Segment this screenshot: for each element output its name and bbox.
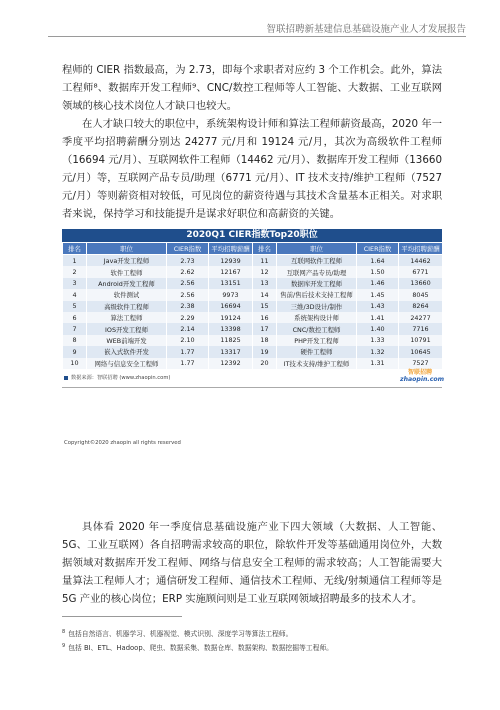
rank-cell: 19 [253, 346, 277, 357]
rank-cell: 8 [63, 335, 87, 346]
position-cell: WEB前端开发 [87, 335, 167, 346]
position-cell: IT技术支持/维护工程师 [277, 358, 357, 369]
salary-cell: 12939 [209, 255, 253, 267]
header-cier: CIER指数 [357, 243, 399, 255]
salary-cell: 9973 [209, 289, 253, 300]
position-cell: Java开发工程师 [87, 255, 167, 267]
cier-cell: 2.38 [167, 301, 209, 312]
header-position: 职位 [87, 243, 167, 255]
rank-cell: 16 [253, 312, 277, 323]
cier-top20-table [62, 242, 443, 369]
cier-cell: 1.46 [357, 278, 399, 289]
position-cell: 高级软件工程师 [87, 301, 167, 312]
rank-cell: 3 [63, 278, 87, 289]
footnote-text: 包括自然语言、机器学习、机器视觉、模式识别、深度学习等算法工程师。 [68, 630, 293, 638]
footnote-mark: 8 [62, 628, 66, 635]
footnote-item [62, 642, 333, 652]
rank-cell: 15 [253, 301, 277, 312]
rank-cell: 2 [63, 266, 87, 277]
rank-cell: 18 [253, 335, 277, 346]
salary-cell: 8045 [399, 289, 443, 300]
salary-cell: 13317 [209, 346, 253, 357]
header-title: 智联招聘新基建信息基础设施产业人才发展报告 [266, 24, 466, 35]
source-marker-icon [64, 376, 68, 380]
salary-cell: 13660 [399, 278, 443, 289]
rank-cell: 20 [253, 358, 277, 369]
salary-cell: 11825 [209, 335, 253, 346]
cier-cell: 1.40 [357, 323, 399, 334]
header-salary: 平均招聘薪酬 [399, 243, 443, 255]
rank-cell: 4 [63, 289, 87, 300]
rank-cell: 1 [63, 255, 87, 267]
cier-cell: 1.33 [357, 335, 399, 346]
salary-cell: 10791 [399, 335, 443, 346]
cier-cell: 2.14 [167, 323, 209, 334]
rank-cell: 17 [253, 323, 277, 334]
header-salary: 平均招聘薪酬 [209, 243, 253, 255]
rank-cell: 9 [63, 346, 87, 357]
salary-cell: 13151 [209, 278, 253, 289]
footnote-divider [62, 616, 182, 617]
position-cell: 软件测试 [87, 289, 167, 300]
table-row [63, 289, 443, 300]
cier-cell: 1.77 [167, 346, 209, 357]
table-footer [62, 368, 445, 388]
salary-cell: 6771 [399, 266, 443, 277]
table-row [63, 266, 443, 277]
table-row [63, 312, 443, 323]
table-header-row [63, 243, 443, 255]
cier-cell: 2.56 [167, 289, 209, 300]
rank-cell: 11 [253, 255, 277, 267]
logo-cn-text: 智联招聘 [407, 368, 432, 376]
rank-cell: 7 [63, 323, 87, 334]
salary-cell: 14462 [399, 255, 443, 267]
rank-cell: 6 [63, 312, 87, 323]
header-divider [48, 36, 466, 37]
salary-cell: 7716 [399, 323, 443, 334]
cier-cell: 2.29 [167, 312, 209, 323]
position-cell: CNC/数控工程师 [277, 323, 357, 334]
cier-cell: 2.73 [167, 255, 209, 267]
cier-top20-table-figure [62, 229, 445, 388]
cier-cell: 2.10 [167, 335, 209, 346]
salary-cell: 19124 [209, 312, 253, 323]
salary-cell: 10645 [399, 346, 443, 357]
salary-cell: 12392 [209, 358, 253, 369]
table-row [63, 335, 443, 346]
table-row [63, 358, 443, 369]
table-row [63, 346, 443, 357]
footnote-mark: 9 [62, 642, 66, 649]
paragraph-2: 在人才缺口较大的职位中，系统架构设计师和算法工程师薪资最高，2020 年一季度平均招聘薪酬分别达 24277 元/月和 19124 元/月，其次为高级软件工程师（16694 元/月）、互联网软件工程师（14462 元/月）、数据库开发工程师（13660 元/月）等，互联网产品专员/助理（6771 元/月）、IT 技术支持/维护工程师（7527 元/月）等则薪资相对较低，可见岗位的薪资待遇与其技术含量基本正相关。对求职者来说，保持学习和技能提升是谋求好职位和高薪资的关键。 [62, 118, 442, 220]
cier-cell: 1.32 [357, 346, 399, 357]
cier-cell: 2.62 [167, 266, 209, 277]
header-cier: CIER指数 [167, 243, 209, 255]
cier-cell: 2.56 [167, 278, 209, 289]
cier-cell: 1.50 [357, 266, 399, 277]
rank-cell: 10 [63, 358, 87, 369]
position-cell: IOS开发工程师 [87, 323, 167, 334]
salary-cell: 16694 [209, 301, 253, 312]
position-cell: 算法工程师 [87, 312, 167, 323]
salary-cell: 8264 [399, 301, 443, 312]
cier-cell: 1.43 [357, 301, 399, 312]
table-title: 2020Q1 CIER指数Top20职位 [62, 229, 442, 242]
position-cell: 软件工程师 [87, 266, 167, 277]
salary-cell: 13398 [209, 323, 253, 334]
zhaopin-logo [400, 368, 445, 385]
footnote-text: 包括 BI、ETL、Hadoop、爬虫、数据采集、数据仓库、数据架构、数据挖掘等工程师。 [68, 644, 333, 652]
position-cell: 售前/售后技术支持工程师 [277, 289, 357, 300]
table-source: 数据来源：智联招聘 (www.zhaopin.com) [71, 374, 171, 381]
position-cell: Android开发工程师 [87, 278, 167, 289]
table-row [63, 301, 443, 312]
cier-cell: 1.31 [357, 358, 399, 369]
copyright-text: Copyright©2020 zhaopin all rights reserved [64, 440, 181, 446]
table-row [63, 255, 443, 267]
cier-cell: 1.41 [357, 312, 399, 323]
position-cell: 数据库开发工程师 [277, 278, 357, 289]
salary-cell: 12167 [209, 266, 253, 277]
position-cell: 系统架构设计师 [277, 312, 357, 323]
rank-cell: 12 [253, 266, 277, 277]
table-row [63, 323, 443, 334]
salary-cell: 24277 [399, 312, 443, 323]
position-cell: 互联网软件工程师 [277, 255, 357, 267]
position-cell: 硬件工程师 [277, 346, 357, 357]
position-cell: 互联网产品专员/助理 [277, 266, 357, 277]
position-cell: PHP开发工程师 [277, 335, 357, 346]
rank-cell: 5 [63, 301, 87, 312]
position-cell: 网络与信息安全工程师 [87, 358, 167, 369]
paragraph-1: 程师的 CIER 指数最高，为 2.73，即每个求职者对应约 3 个工作机会。此外，算法工程师⁸、数据库开发工程师⁹、CNC/数控工程师等人工智能、大数据、工业互联网领域的核心技术岗位人才缺口也较大。 [62, 64, 442, 112]
header-rank: 排名 [63, 243, 87, 255]
cier-cell: 1.64 [357, 255, 399, 267]
cier-cell: 1.77 [167, 358, 209, 369]
table-row [63, 278, 443, 289]
logo-en-text: zhaopin.com [400, 375, 445, 383]
header-rank: 排名 [253, 243, 277, 255]
position-cell: 嵌入式软件开发 [87, 346, 167, 357]
cier-cell: 1.45 [357, 289, 399, 300]
position-cell: 三维/3D设计/制作 [277, 301, 357, 312]
paragraph-3: 具体看 2020 年一季度信息基础设施产业下四大领域（大数据、人工智能、5G、工业互联网）各自招聘需求较高的职位，除软件开发等基础通用岗位外，大数据领域对数据库开发工程师、网络与信息安全工程师的需求较高；人工智能需要大量算法工程师人才；通信研发工程师、通信技术工程师、无线/射频通信工程师等是 5G 产业的核心岗位；ERP 实施顾问则是工业互联网领域招聘最多的技术人才。 [62, 521, 442, 605]
rank-cell: 13 [253, 278, 277, 289]
header-position: 职位 [277, 243, 357, 255]
footnote-item [62, 628, 292, 638]
rank-cell: 14 [253, 289, 277, 300]
salary-cell: 7527 [399, 358, 443, 369]
